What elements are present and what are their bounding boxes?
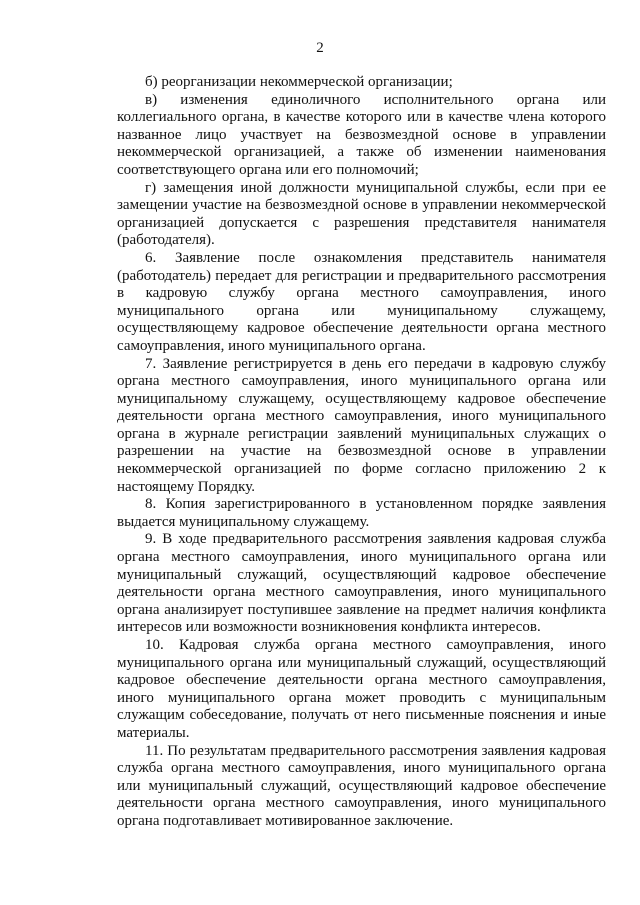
paragraph-reorganization: б) реорганизации некоммерческой организации; bbox=[145, 74, 453, 90]
paragraph-7: 7. Заявление регистрируется в день его передачи в кадровую службу органа местного самоуправления, иного муниципального органа или муниципальному служащему, осуществляющему кадровое обеспечение деятельности органа местного самоуправления, иного муниципального органа в журнале регистрации заявлений муниципальных служащих о разрешении на участие на безвозмездной основе в управлении некоммерческой организацией по форме согласно приложению 2 к настоящему Порядку. bbox=[117, 355, 606, 495]
paragraph-6: 6. Заявление после ознакомления представитель нанимателя (работодатель) передает для регистрации и предварительного рассмотрения в кадровую службу органа местного самоуправления, иного муниципального органа или муниципальному служащему, осуществляющему кадровое обеспечение деятельности органа местного самоуправления, иного муниципального органа. bbox=[117, 249, 606, 354]
paragraph-other-position: г) замещения иной должности муниципальной службы, если при ее замещении участие на безвозмездной основе в управлении некоммерческой организацией допускается с разрешения представителя нанимателя (работодателя). bbox=[117, 179, 606, 249]
paragraph-10: 10. Кадровая служба органа местного самоуправления, иного муниципального органа или муниципальный служащий, осуществляющий кадровое обеспечение деятельности органа местного самоуправления, иного муниципального органа может проводить с муниципальным служащим собеседование, получать от него письменные пояснения и иные материалы. bbox=[117, 637, 606, 741]
document-body bbox=[117, 74, 606, 831]
paragraph-change-of-body: в) изменения единоличного исполнительного органа или коллегиального органа, в качестве которого или в качестве члена которого названное лицо участвует на безвозмездной основе в управлении некоммерческой организацией, а также об изменении наименования соответствующего органа или его полномочий; bbox=[117, 91, 606, 178]
page-number: 2 bbox=[316, 40, 324, 56]
paragraph-8: 8. Копия зарегистрированного в установленном порядке заявления выдается муниципальному служащему. bbox=[117, 496, 606, 530]
paragraph-11: 11. По результатам предварительного рассмотрения заявления кадровая служба органа местного самоуправления, иного муниципального органа или муниципальный служащий, осуществляющий кадровое обеспечение деятельности органа местного самоуправления, иного муниципального органа подготавливает мотивированное заключение. bbox=[117, 742, 606, 829]
paragraph-9: 9. В ходе предварительного рассмотрения заявления кадровая служба органа местного самоуправления, иного муниципального органа или муниципальный служащий, осуществляющий кадровое обеспечение деятельности органа местного самоуправления, иного муниципального органа анализирует поступившее заявление на предмет наличия конфликта интересов или возможности возникновения конфликта интересов. bbox=[117, 531, 606, 636]
